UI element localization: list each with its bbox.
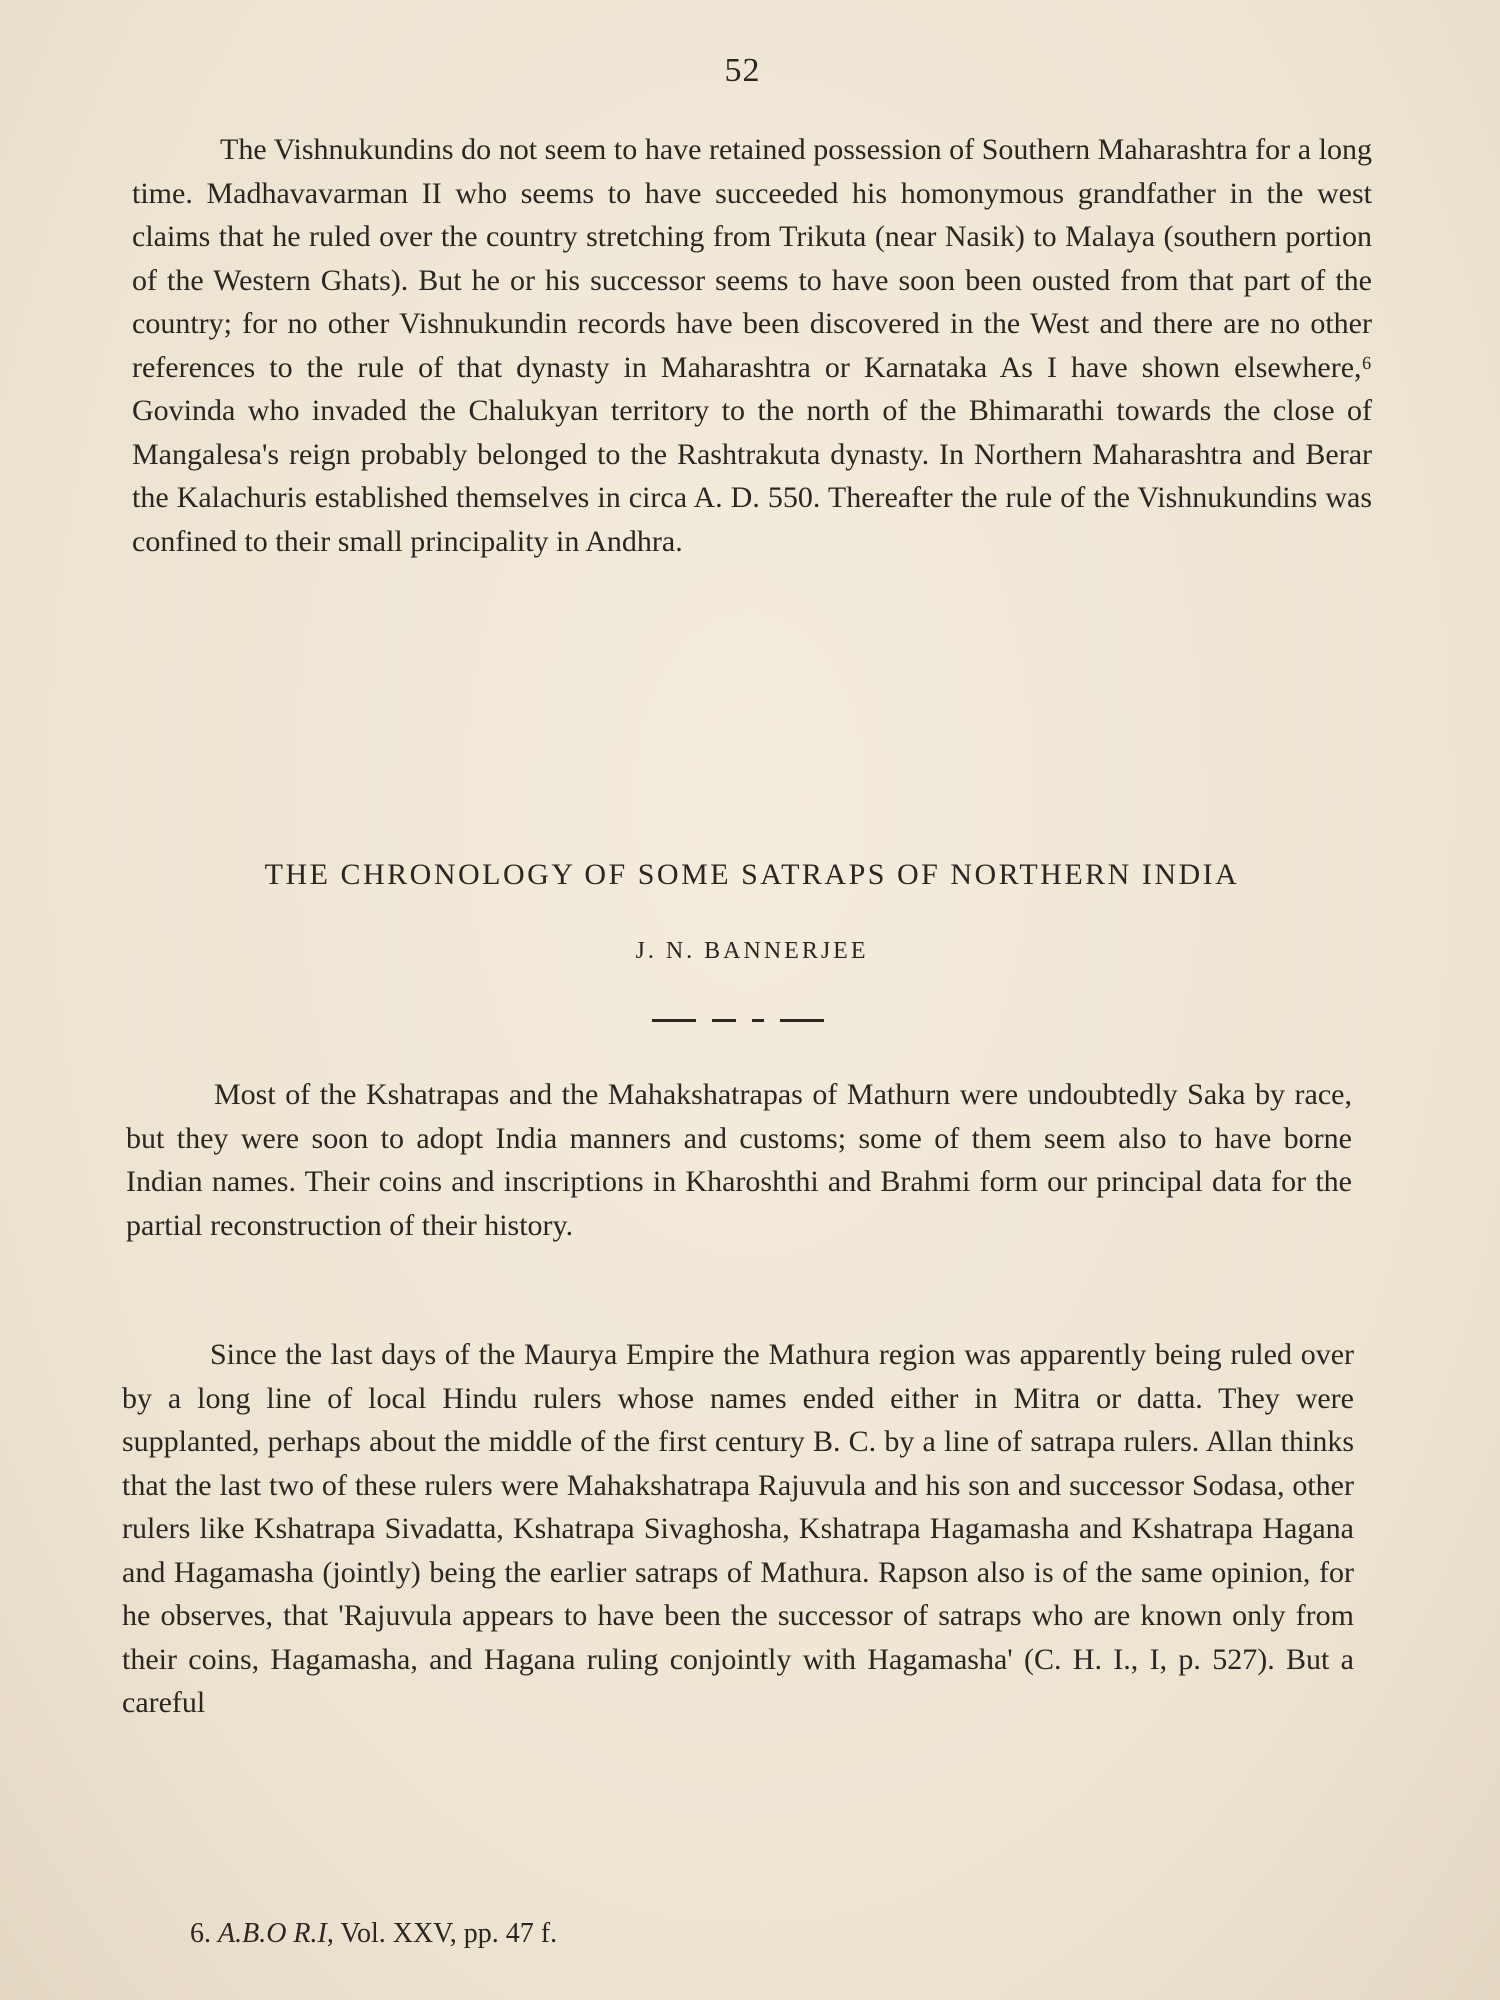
- paragraph-kshatrapas: [126, 1073, 1352, 1247]
- article-title: THE CHRONOLOGY OF SOME SATRAPS OF NORTHERN INDIA: [264, 858, 1240, 891]
- paragraph-text: Most of the Kshatrapas and the Mahakshatrapas of Mathurn were undoubtedly Saka by race, but they were soon to adopt India manners and customs; some of them seem also to have borne Indian names. Their coins and inscriptions in Kharoshthi and Brahmi form our principal data for the partial reconstruction of their history.: [126, 1078, 1352, 1242]
- paragraph-maurya-empire: [122, 1333, 1354, 1725]
- page-number: 52: [724, 52, 761, 89]
- footnote-reference: , Vol. XXV, pp. 47 f.: [326, 1918, 558, 1949]
- footnote-number: 6.: [190, 1918, 211, 1949]
- footnote: [190, 1918, 557, 1950]
- section-divider: [652, 1019, 824, 1022]
- footnote-journal: A.B.O R.I: [218, 1918, 327, 1949]
- paragraph-vishnukundins: [132, 128, 1372, 563]
- paragraph-text: Since the last days of the Maurya Empire the Mathura region was apparently being ruled over by a long line of local Hindu rulers whose names ended either in Mitra or datta. They were supplanted, perhaps about the middle of the first century B. C. by a line of satrapa rulers. Allan thinks that the last two of these rulers were Mahakshatrapa Rajuvula and his son and successor Sodasa, other rulers like Kshatrapa Sivadatta, Kshatrapa Sivaghosha, Kshatrapa Hagamasha and Kshatrapa Hagana and Hagamasha (jointly) being the earlier satraps of Mathura. Rapson also is of the same opinion, for he observes, that 'Rajuvula appears to have been the successor of satraps who are known only from their coins, Hagamasha, and Hagana ruling conjointly with Hagamasha' (C. H. I., I, p. 527). But a careful: [122, 1338, 1354, 1719]
- article-author: J. N. BANNERJEE: [635, 938, 869, 964]
- paragraph-text: The Vishnukundins do not seem to have retained possession of Southern Maharashtra for a long time. Madhavavarman II who seems to have succeeded his homonymous grandfather in the west claims that he ruled over the country stretching from Trikuta (near Nasik) to Malaya (southern portion of the Western Ghats). But he or his successor seems to have soon been ousted from that part of the country; for no other Vishnukundin records have been discovered in the West and there are no other references to the rule of that dynasty in Maharashtra or Karnataka As I have shown elsewhere,⁶ Govinda who invaded the Chalukyan territory to the north of the Bhimarathi towards the close of Mangalesa's reign probably belonged to the Rashtrakuta dynasty. In Northern Maharashtra and Berar the Kalachuris established themselves in circa A. D. 550. Thereafter the rule of the Vishnukundins was confined to their small principality in Andhra.: [132, 133, 1372, 558]
